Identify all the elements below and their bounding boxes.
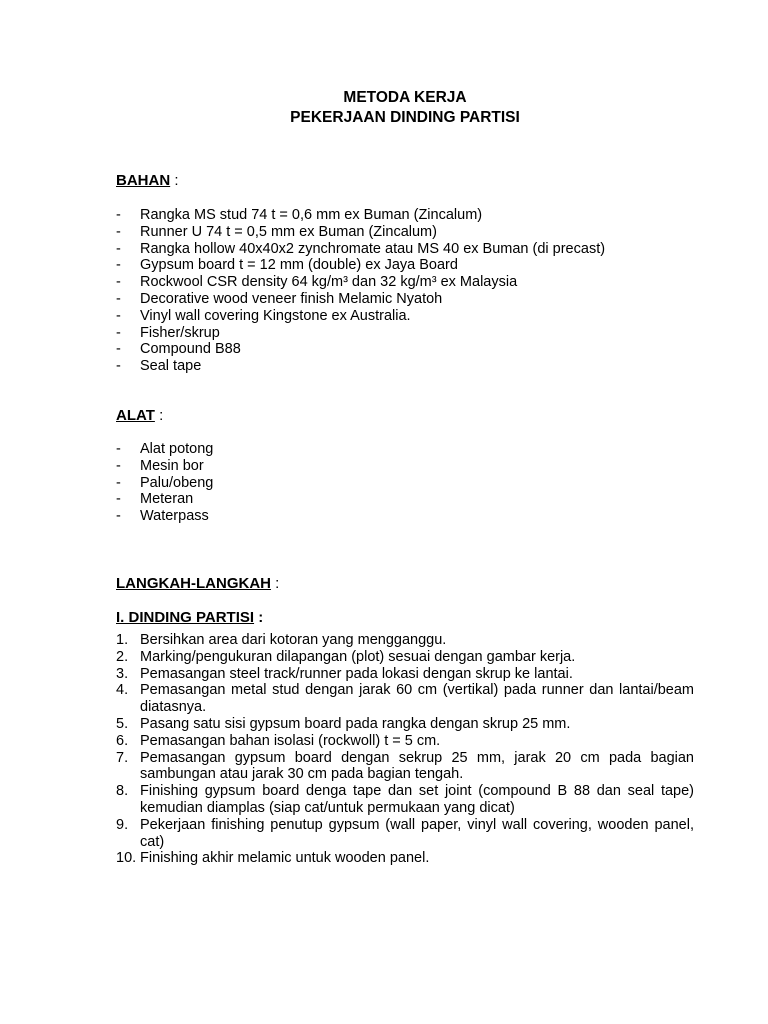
step-item bbox=[116, 716, 694, 733]
list-item-text: Vinyl wall covering Kingstone ex Australia. bbox=[140, 307, 411, 324]
step-text: Pemasangan steel track/runner pada lokasi dengan skrup ke lantai. bbox=[140, 665, 573, 682]
list-item bbox=[116, 508, 716, 525]
list-item bbox=[116, 291, 716, 308]
list-item-text: Alat potong bbox=[140, 441, 214, 457]
list-item-text: Rangka MS stud 74 t = 0,6 mm ex Buman (Zincalum) bbox=[140, 207, 483, 223]
dash-bullet: - bbox=[116, 307, 121, 324]
step-number: 4. bbox=[116, 682, 129, 699]
step-number: 7. bbox=[116, 749, 129, 766]
dash-bullet: - bbox=[116, 491, 121, 508]
step-number: 8. bbox=[116, 783, 129, 800]
dash-bullet: - bbox=[116, 508, 121, 525]
list-item bbox=[116, 308, 716, 325]
step-item bbox=[116, 750, 694, 784]
step-text: Pemasangan gypsum board dengan sekrup 25 mm, jarak 20 cm pada bagian sambungan atau jarak 30 cm pada bagian tengah. bbox=[140, 749, 694, 783]
step-text: Pasang satu sisi gypsum board pada rangka dengan skrup 25 mm. bbox=[140, 715, 571, 732]
dinding-partisi-heading-colon: : bbox=[258, 609, 264, 626]
step-number: 10. bbox=[116, 850, 137, 867]
step-item bbox=[116, 649, 694, 666]
dash-bullet: - bbox=[116, 290, 121, 307]
title-line-2: PEKERJAAN DINDING PARTISI bbox=[290, 109, 520, 126]
list-item bbox=[116, 207, 716, 224]
dash-bullet: - bbox=[116, 474, 121, 491]
list-item-text: Meteran bbox=[140, 491, 194, 508]
step-number: 9. bbox=[116, 816, 129, 833]
step-text: Bersihkan area dari kotoran yang mengganggu. bbox=[140, 632, 447, 648]
step-text: Finishing akhir melamic untuk wooden panel. bbox=[140, 850, 430, 867]
list-item-text: Waterpass bbox=[140, 508, 209, 525]
list-item bbox=[116, 358, 716, 375]
bahan-heading-label: BAHAN bbox=[116, 172, 171, 189]
step-number: 1. bbox=[116, 632, 129, 648]
list-item-text: Fisher/skrup bbox=[140, 324, 220, 341]
list-item-text: Mesin bor bbox=[140, 457, 204, 474]
step-text: Marking/pengukuran dilapangan (plot) sesuai dengan gambar kerja. bbox=[140, 648, 576, 665]
list-item-text: Decorative wood veneer finish Melamic Nyatoh bbox=[140, 290, 443, 307]
step-number: 6. bbox=[116, 732, 129, 749]
bahan-heading-colon: : bbox=[174, 172, 179, 189]
list-item bbox=[116, 491, 716, 508]
step-text: Pemasangan bahan isolasi (rockwoll) t = 5 cm. bbox=[140, 732, 441, 749]
list-item bbox=[116, 441, 716, 458]
dash-bullet: - bbox=[116, 358, 121, 375]
title-line-1: METODA KERJA bbox=[343, 89, 467, 106]
list-item bbox=[116, 475, 716, 492]
dinding-partisi-heading bbox=[116, 609, 263, 627]
alat-heading-colon: : bbox=[159, 407, 164, 424]
step-item bbox=[116, 666, 694, 683]
dash-bullet: - bbox=[116, 257, 121, 274]
list-item-text: Runner U 74 t = 0,5 mm ex Buman (Zincalum) bbox=[140, 223, 437, 240]
step-number: 5. bbox=[116, 715, 129, 732]
list-item bbox=[116, 241, 716, 258]
list-item-text: Rangka hollow 40x40x2 zynchromate atau MS 40 ex Buman (di precast) bbox=[140, 240, 606, 257]
dash-bullet: - bbox=[116, 441, 121, 457]
list-item bbox=[116, 274, 716, 291]
list-item bbox=[116, 257, 716, 274]
dash-bullet: - bbox=[116, 274, 121, 291]
step-text: Pekerjaan finishing penutup gypsum (wall paper, vinyl wall covering, wooden panel, cat) bbox=[140, 816, 694, 850]
alat-heading-label: ALAT bbox=[116, 407, 155, 424]
list-item bbox=[116, 325, 716, 342]
dash-bullet: - bbox=[116, 341, 121, 358]
list-item-text: Gypsum board t = 12 mm (double) ex Jaya Board bbox=[140, 257, 458, 274]
step-text: Pemasangan metal stud dengan jarak 60 cm (vertikal) pada runner dan lantai/beam diatasnya. bbox=[140, 682, 694, 716]
step-item bbox=[116, 682, 694, 716]
dinding-partisi-heading-label: I. DINDING PARTISI bbox=[116, 609, 255, 626]
step-item bbox=[116, 783, 694, 817]
dash-bullet: - bbox=[116, 223, 121, 240]
list-item-text: Rockwool CSR density 64 kg/m³ dan 32 kg/m³ ex Malaysia bbox=[140, 274, 518, 291]
dash-bullet: - bbox=[116, 457, 121, 474]
step-number: 2. bbox=[116, 648, 129, 665]
step-item bbox=[116, 632, 694, 649]
step-text: Finishing gypsum board denga tape dan set joint (compound B 88 dan seal tape) kemudian diamplas (siap cat/untuk permukaan yang dicat) bbox=[140, 783, 694, 816]
document-title bbox=[0, 88, 768, 128]
step-number: 3. bbox=[116, 665, 129, 682]
langkah-heading bbox=[116, 575, 279, 593]
list-item bbox=[116, 224, 716, 241]
list-item-text: Palu/obeng bbox=[140, 474, 214, 491]
dash-bullet: - bbox=[116, 207, 121, 223]
step-item bbox=[116, 817, 694, 851]
alat-heading bbox=[116, 407, 163, 425]
bahan-list bbox=[116, 207, 716, 375]
list-item bbox=[116, 341, 716, 358]
langkah-heading-label: LANGKAH-LANGKAH bbox=[116, 575, 271, 592]
bahan-heading bbox=[116, 172, 179, 190]
list-item-text: Compound B88 bbox=[140, 341, 241, 358]
dash-bullet: - bbox=[116, 324, 121, 341]
dinding-partisi-steps bbox=[116, 632, 694, 867]
step-item bbox=[116, 733, 694, 750]
langkah-heading-colon: : bbox=[275, 575, 280, 592]
list-item bbox=[116, 458, 716, 475]
list-item-text: Seal tape bbox=[140, 358, 202, 375]
alat-list bbox=[116, 441, 716, 525]
dash-bullet: - bbox=[116, 240, 121, 257]
step-item bbox=[116, 850, 694, 867]
